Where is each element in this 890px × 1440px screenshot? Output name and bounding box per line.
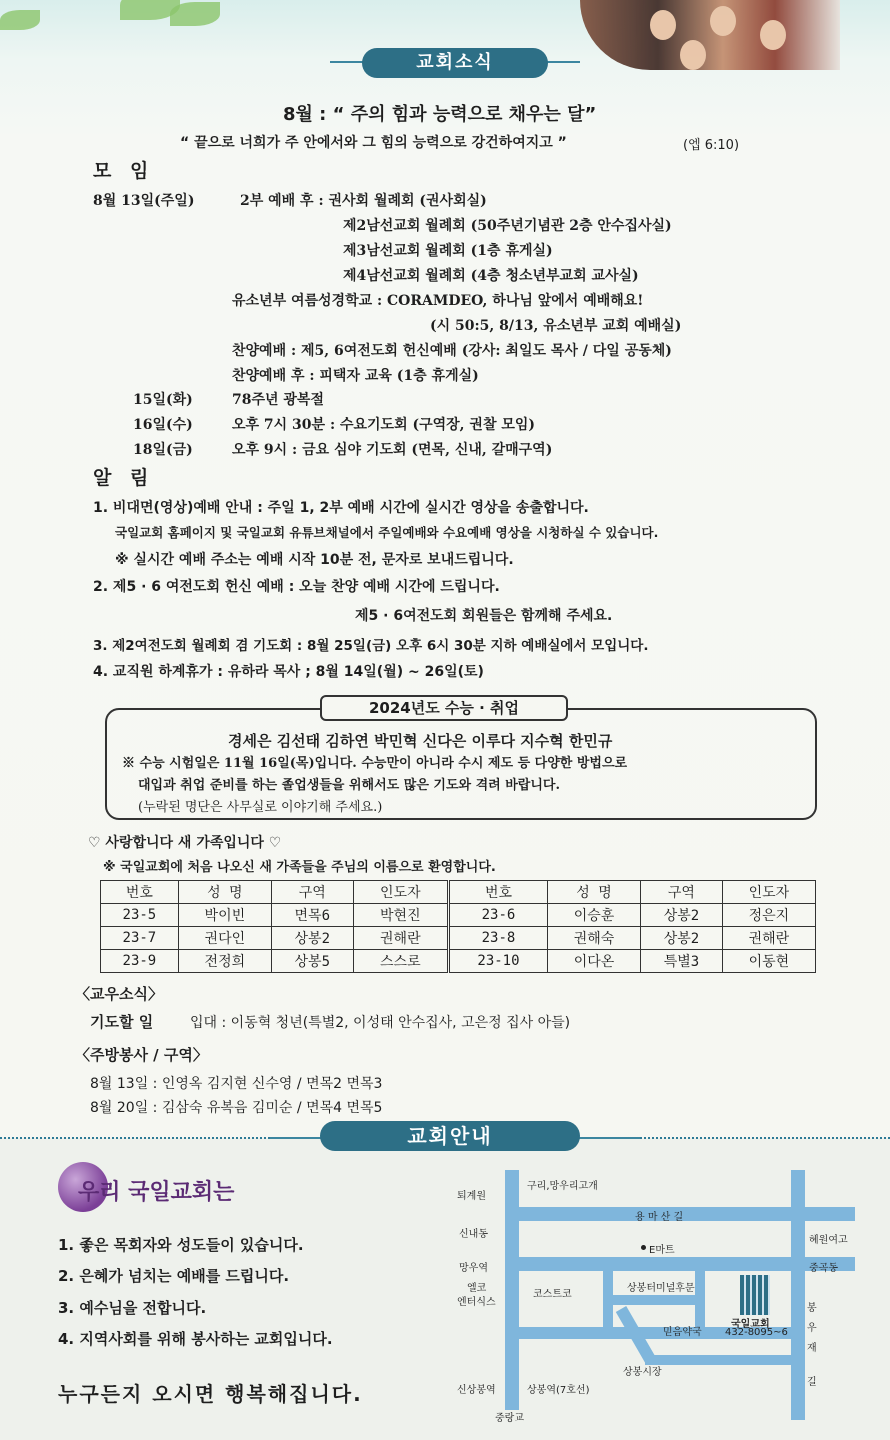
meeting-line: 유소년부 여름성경학교 : CORAMDEO, 하나님 앞에서 예배해요! (232, 293, 644, 309)
table-header: 인도자 (353, 881, 448, 904)
meeting-line: 찬양예배 후 : 피택자 교육 (1층 휴게실) (232, 368, 479, 384)
table-header: 번호 (449, 881, 548, 904)
map-label: E마트 (649, 1245, 675, 1256)
table-header: 구역 (271, 881, 353, 904)
exam-note: (누락된 명단은 사무실로 이야기해 주세요.) (138, 800, 383, 815)
meeting-date: 16일(수) (133, 417, 193, 433)
church-location-map (455, 1165, 855, 1424)
notice-item: 1. 비대면(영상)예배 안내 : 주일 1, 2부 예배 시간에 실시간 영상을 송출합니다. (93, 500, 589, 516)
table-row (101, 950, 816, 973)
table-row (101, 904, 816, 927)
map-label: 우 (807, 1323, 817, 1334)
map-label: 믿음약국 (663, 1327, 702, 1338)
exam-names: 경세은 김선태 김하연 박민혁 신다은 이루다 지수혁 한민규 (228, 732, 613, 750)
table-cell: 박이빈 (178, 904, 271, 927)
meeting-line: 오후 9시 : 금요 심야 기도회 (면목, 신내, 갈매구역) (232, 442, 553, 458)
meeting-line: 제2남선교회 월례회 (50주년기념관 2층 안수집사실) (343, 218, 672, 234)
table-cell: 권다인 (178, 927, 271, 950)
map-label: 중랑교 (495, 1413, 524, 1424)
table-header-row (101, 881, 816, 904)
guide-item: 2. 은혜가 넘치는 예배를 드립니다. (58, 1267, 290, 1285)
leaf-decoration (170, 2, 220, 26)
table-cell: 전정희 (178, 950, 271, 973)
theme-verse-ref: (엡 6:10) (683, 138, 740, 153)
map-label: 상봉터미널후문 (627, 1283, 695, 1294)
meeting-date: 18일(금) (133, 442, 193, 458)
meeting-date: 8월 13일(주일) (93, 193, 195, 209)
map-road (791, 1170, 805, 1420)
meetings-heading: 모 임 (93, 160, 155, 182)
table-cell: 정은지 (722, 904, 815, 927)
map-label: 상봉역(7호선) (527, 1385, 590, 1396)
family-note: ※ 국일교회에 처음 나오신 새 가족들을 주님의 이름으로 환영합니다. (103, 860, 496, 875)
kitchen-line: 8월 13일 : 인영옥 김지현 신수영 / 면목2 면목3 (90, 1076, 383, 1092)
meeting-line: 제3남선교회 월례회 (1층 휴게실) (343, 243, 553, 259)
map-label: 엘코 (467, 1283, 487, 1294)
members-news-text: 입대 : 이동혁 청년(특별2, 이성태 안수집사, 고은정 집사 아들) (190, 1015, 571, 1031)
meeting-line: (시 50:5, 8/13, 유소년부 교회 예배실) (430, 318, 682, 334)
table-cell: 23-8 (449, 927, 548, 950)
map-label: 퇴계원 (457, 1191, 486, 1202)
table-row (101, 927, 816, 950)
map-label: 엔터식스 (457, 1297, 496, 1308)
meeting-line: 78주년 광복절 (232, 392, 324, 408)
table-cell: 23-7 (101, 927, 179, 950)
table-cell: 23-10 (449, 950, 548, 973)
new-family-table (100, 880, 816, 973)
exam-note: 대입과 취업 준비를 하는 졸업생들을 위해서도 많은 기도와 격려 바랍니다. (138, 778, 560, 793)
table-cell: 면목6 (271, 904, 353, 927)
map-label: 중곡동 (809, 1263, 838, 1274)
table-cell: 상봉2 (641, 904, 723, 927)
map-road (605, 1295, 705, 1305)
table-cell: 23-5 (101, 904, 179, 927)
map-label: 코스트코 (533, 1289, 572, 1300)
guide-item: 1. 좋은 목회자와 성도들이 있습니다. (58, 1236, 304, 1254)
church-building-icon (740, 1275, 770, 1315)
meeting-date: 15일(화) (133, 392, 193, 408)
notices-heading: 알 림 (93, 467, 155, 489)
family-heading: ♡ 사랑합니다 새 가족입니다 ♡ (88, 835, 282, 851)
map-label: 신상봉역 (457, 1385, 496, 1396)
map-label: 재 (807, 1343, 817, 1354)
map-label: 봉 (807, 1303, 817, 1314)
table-cell: 상봉2 (271, 927, 353, 950)
meeting-line: 찬양예배 : 제5, 6여전도회 헌신예배 (강사: 최일도 목사 / 다일 공동체) (232, 343, 672, 359)
table-cell: 이다온 (547, 950, 640, 973)
map-marker (641, 1245, 646, 1250)
map-label: 432-8095~6 (725, 1327, 788, 1338)
table-cell: 23-6 (449, 904, 548, 927)
section-title-guide: 교회안내 (320, 1121, 580, 1151)
theme-verse: “ 끝으로 너희가 주 안에서와 그 힘의 능력으로 강건하여지고 ” (180, 135, 567, 151)
notice-item: 4. 교직원 하계휴가 : 유하라 목사 ; 8월 14일(월) ~ 26일(토) (93, 664, 484, 680)
table-header: 번호 (101, 881, 179, 904)
guide-item: 3. 예수님을 전합니다. (58, 1299, 207, 1317)
map-label: 길 (807, 1377, 817, 1388)
table-cell: 상봉5 (271, 950, 353, 973)
notice-item: 3. 제2여전도회 월례회 겸 기도회 : 8월 25일(금) 오후 6시 30분 지하 예배실에서 모입니다. (93, 638, 649, 654)
meeting-line: 제4남선교회 월례회 (4층 청소년부교회 교사실) (343, 268, 639, 284)
members-news-heading: 〈교우소식〉 (75, 985, 163, 1003)
map-label: 혜원여고 (809, 1235, 848, 1246)
leaf-decoration (0, 10, 40, 30)
notice-item: 제5 · 6여전도회 회원들은 함께해 주세요. (355, 608, 613, 624)
guide-heading: 우리 국일교회는 (78, 1180, 235, 1205)
map-label: 구리,망우리고개 (527, 1181, 598, 1192)
table-cell: 23-9 (101, 950, 179, 973)
guide-item: 4. 지역사회를 위해 봉사하는 교회입니다. (58, 1330, 333, 1348)
table-cell: 박현진 (353, 904, 448, 927)
month-theme-title: 8월 : “ 주의 힘과 능력으로 채우는 달” (283, 104, 597, 125)
meeting-line: 2부 예배 후 : 권사회 월례회 (권사회실) (240, 193, 487, 209)
table-cell: 상봉2 (641, 927, 723, 950)
map-label: 국일교회 (731, 1319, 770, 1330)
table-cell: 권해숙 (547, 927, 640, 950)
map-label: 신내동 (459, 1229, 488, 1240)
table-header: 인도자 (722, 881, 815, 904)
table-cell: 권해란 (722, 927, 815, 950)
map-label: 상봉시장 (623, 1367, 662, 1378)
map-label: 용 마 산 길 (635, 1212, 684, 1223)
exam-note: ※ 수능 시험일은 11월 16일(목)입니다. 수능만이 아니라 수시 제도 등 다양한 방법으로 (122, 756, 628, 771)
map-road (505, 1170, 519, 1410)
table-cell: 이승훈 (547, 904, 640, 927)
members-news-label: 기도할 일 (90, 1013, 154, 1031)
map-road (645, 1355, 795, 1365)
meeting-line: 오후 7시 30분 : 수요기도회 (구역장, 권찰 모임) (232, 417, 536, 433)
map-label: 망우역 (459, 1263, 488, 1274)
notice-item: ※ 실시간 예배 주소는 예배 시작 10분 전, 문자로 보내드립니다. (115, 552, 514, 568)
table-header: 성 명 (547, 881, 640, 904)
kitchen-line: 8월 20일 : 김삼숙 유복음 김미순 / 면목4 면목5 (90, 1100, 383, 1116)
table-cell: 이동현 (722, 950, 815, 973)
guide-closing: 누구든지 오시면 행복해집니다. (58, 1382, 363, 1406)
exam-title: 2024년도 수능 · 취업 (320, 695, 568, 721)
family-photo (580, 0, 840, 70)
table-cell: 권해란 (353, 927, 448, 950)
section-title-news: 교회소식 (362, 48, 548, 78)
table-header: 성 명 (178, 881, 271, 904)
kitchen-heading: 〈주방봉사 / 구역〉 (75, 1046, 208, 1064)
notice-item: 2. 제5 · 6 여전도회 헌신 예배 : 오늘 찬양 예배 시간에 드립니다. (93, 579, 500, 595)
notice-item: 국일교회 홈페이지 및 국일교회 유튜브채널에서 주일예배와 수요예배 영상을 시청하실 수 있습니다. (115, 525, 659, 540)
table-header: 구역 (641, 881, 723, 904)
table-cell: 스스로 (353, 950, 448, 973)
table-cell: 특별3 (641, 950, 723, 973)
